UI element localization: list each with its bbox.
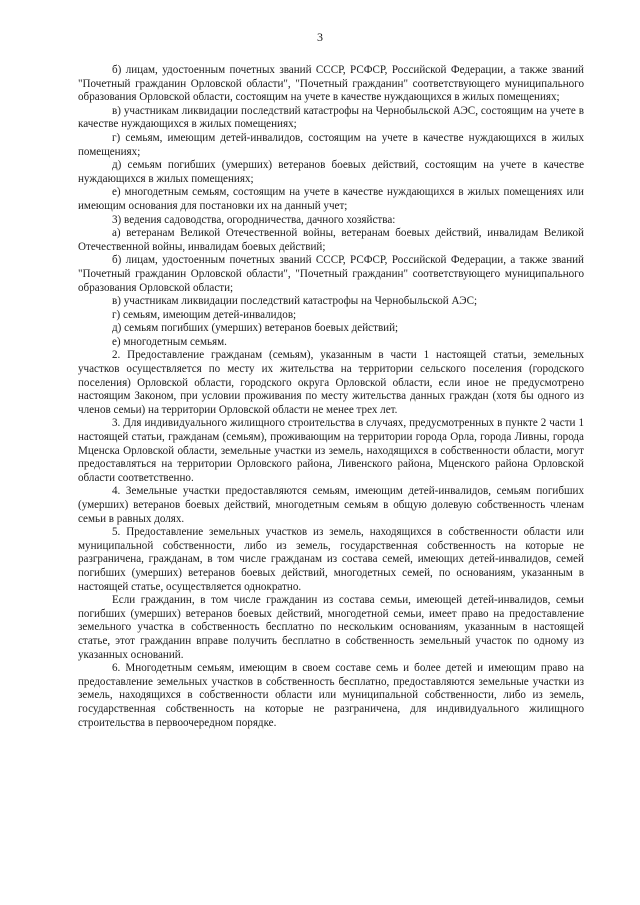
paragraph-1-e: е) многодетным семьям, состоящим на учете в качестве нуждающихся в жилых помещениях или имеющим основания для постановки их на данный учет; <box>78 186 584 212</box>
paragraph-1-v: в) участникам ликвидации последствий катастрофы на Чернобыльской АЭС, состоящим на учете в качестве нуждающихся в жилых помещениях; <box>78 104 584 131</box>
paragraph-3-a: а) ветеранам Великой Отечественной войны, ветеранам боевых действий, инвалидам Великой Отечественной войны, инвалидам боевых действий; <box>78 227 584 253</box>
paragraph-part-2: 2. Предоставление гражданам (семьям), указанным в части 1 настоящей статьи, земельных участков осуществляется по месту их жительства на территории сельского поселения (городского поселения) Орловской области, городского округа Орловской области, если иное не предусмотрено настоящим Законом, при условии проживания по месту жительства данных граждан (хотя бы одного из членов семьи) на территории Орловской области не менее трех лет. <box>78 349 584 416</box>
document-body <box>78 64 584 730</box>
paragraph-3-v: в) участникам ликвидации последствий катастрофы на Чернобыльской АЭС; <box>112 295 478 308</box>
paragraph-part-5: 5. Предоставление земельных участков из земель, находящихся в собственности области или муниципальной собственности, либо из земель, государственная собственность на которые не разграничена, гражданам, в том числе гражданам из состава семей, имеющих детей-инвалидов, семей погибших (умерших) ветеранов боевых действий, многодетных семей, по основаниям, указанным в настоящей статье, осуществляется однократно. <box>78 526 584 593</box>
paragraph-3-e: е) многодетным семьям. <box>112 335 227 348</box>
paragraph-1-d: д) семьям погибших (умерших) ветеранов боевых действий, состоящим на учете в качестве нуждающихся в жилых помещениях; <box>78 159 584 185</box>
paragraph-3-d: д) семьям погибших (умерших) ветеранов боевых действий; <box>112 322 399 335</box>
paragraph-part-6: 6. Многодетным семьям, имеющим в своем составе семь и более детей и имеющим право на предоставление земельных участков в собственность бесплатно, предоставляются земельные участки из земель, находящихся в собственности области или муниципальной собственности, либо из земель, государственная собственность на которые не разграничена, для индивидуального жилищного строительства в первоочередном порядке. <box>78 662 584 729</box>
paragraph-part-3: 3. Для индивидуального жилищного строительства в случаях, предусмотренных в пункте 2 части 1 настоящей статьи, гражданам (семьям), проживающим на территории города Орла, города Ливны, города Мценска Орловской области, земельные участки из земель, находящихся в собственности области, могут предоставляться на территории Орловского района, Ливенского района, Мценского района Орловской области соответственно. <box>78 417 584 484</box>
paragraph-part-5-cont: Если гражданин, в том числе гражданин из состава семьи, имеющей детей-инвалидов, семьи погибших (умерших) ветеранов боевых действий, многодетной семьи, имеет право на предоставление земельного участка в собственность бесплатно по нескольким основаниям, указанным в настоящей статье, этот гражданин вправе получить бесплатно в собственность земельный участок по одному из указанных оснований. <box>78 594 584 661</box>
paragraph-3-heading: 3) ведения садоводства, огородничества, дачного хозяйства: <box>112 213 396 226</box>
paragraph-part-4: 4. Земельные участки предоставляются семьям, имеющим детей-инвалидов, семьям погибших (умерших) ветеранов боевых действий, многодетным семьям в общую долевую собственность членам семьи в равных долях. <box>78 485 584 525</box>
paragraph-1-g: г) семьям, имеющим детей-инвалидов, состоящим на учете в качестве нуждающихся в жилых помещениях; <box>78 131 584 158</box>
paragraph-3-b: б) лицам, удостоенным почетных званий СССР, РСФСР, Российской Федерации, а также званий "Почетный гражданин Орловской области", "Почетный гражданин" соответствующего муниципального образования Орловской области; <box>78 254 584 294</box>
paragraph-1-b: б) лицам, удостоенным почетных званий СССР, РСФСР, Российской Федерации, а также званий "Почетный гражданин Орловской области", "Почетный гражданин" соответствующего муниципального образования Орловской области, состоящим на учете в качестве нуждающихся в жилых помещениях; <box>78 64 584 104</box>
page-number: 3 <box>317 30 323 44</box>
paragraph-3-g: г) семьям, имеющим детей-инвалидов; <box>112 308 297 321</box>
